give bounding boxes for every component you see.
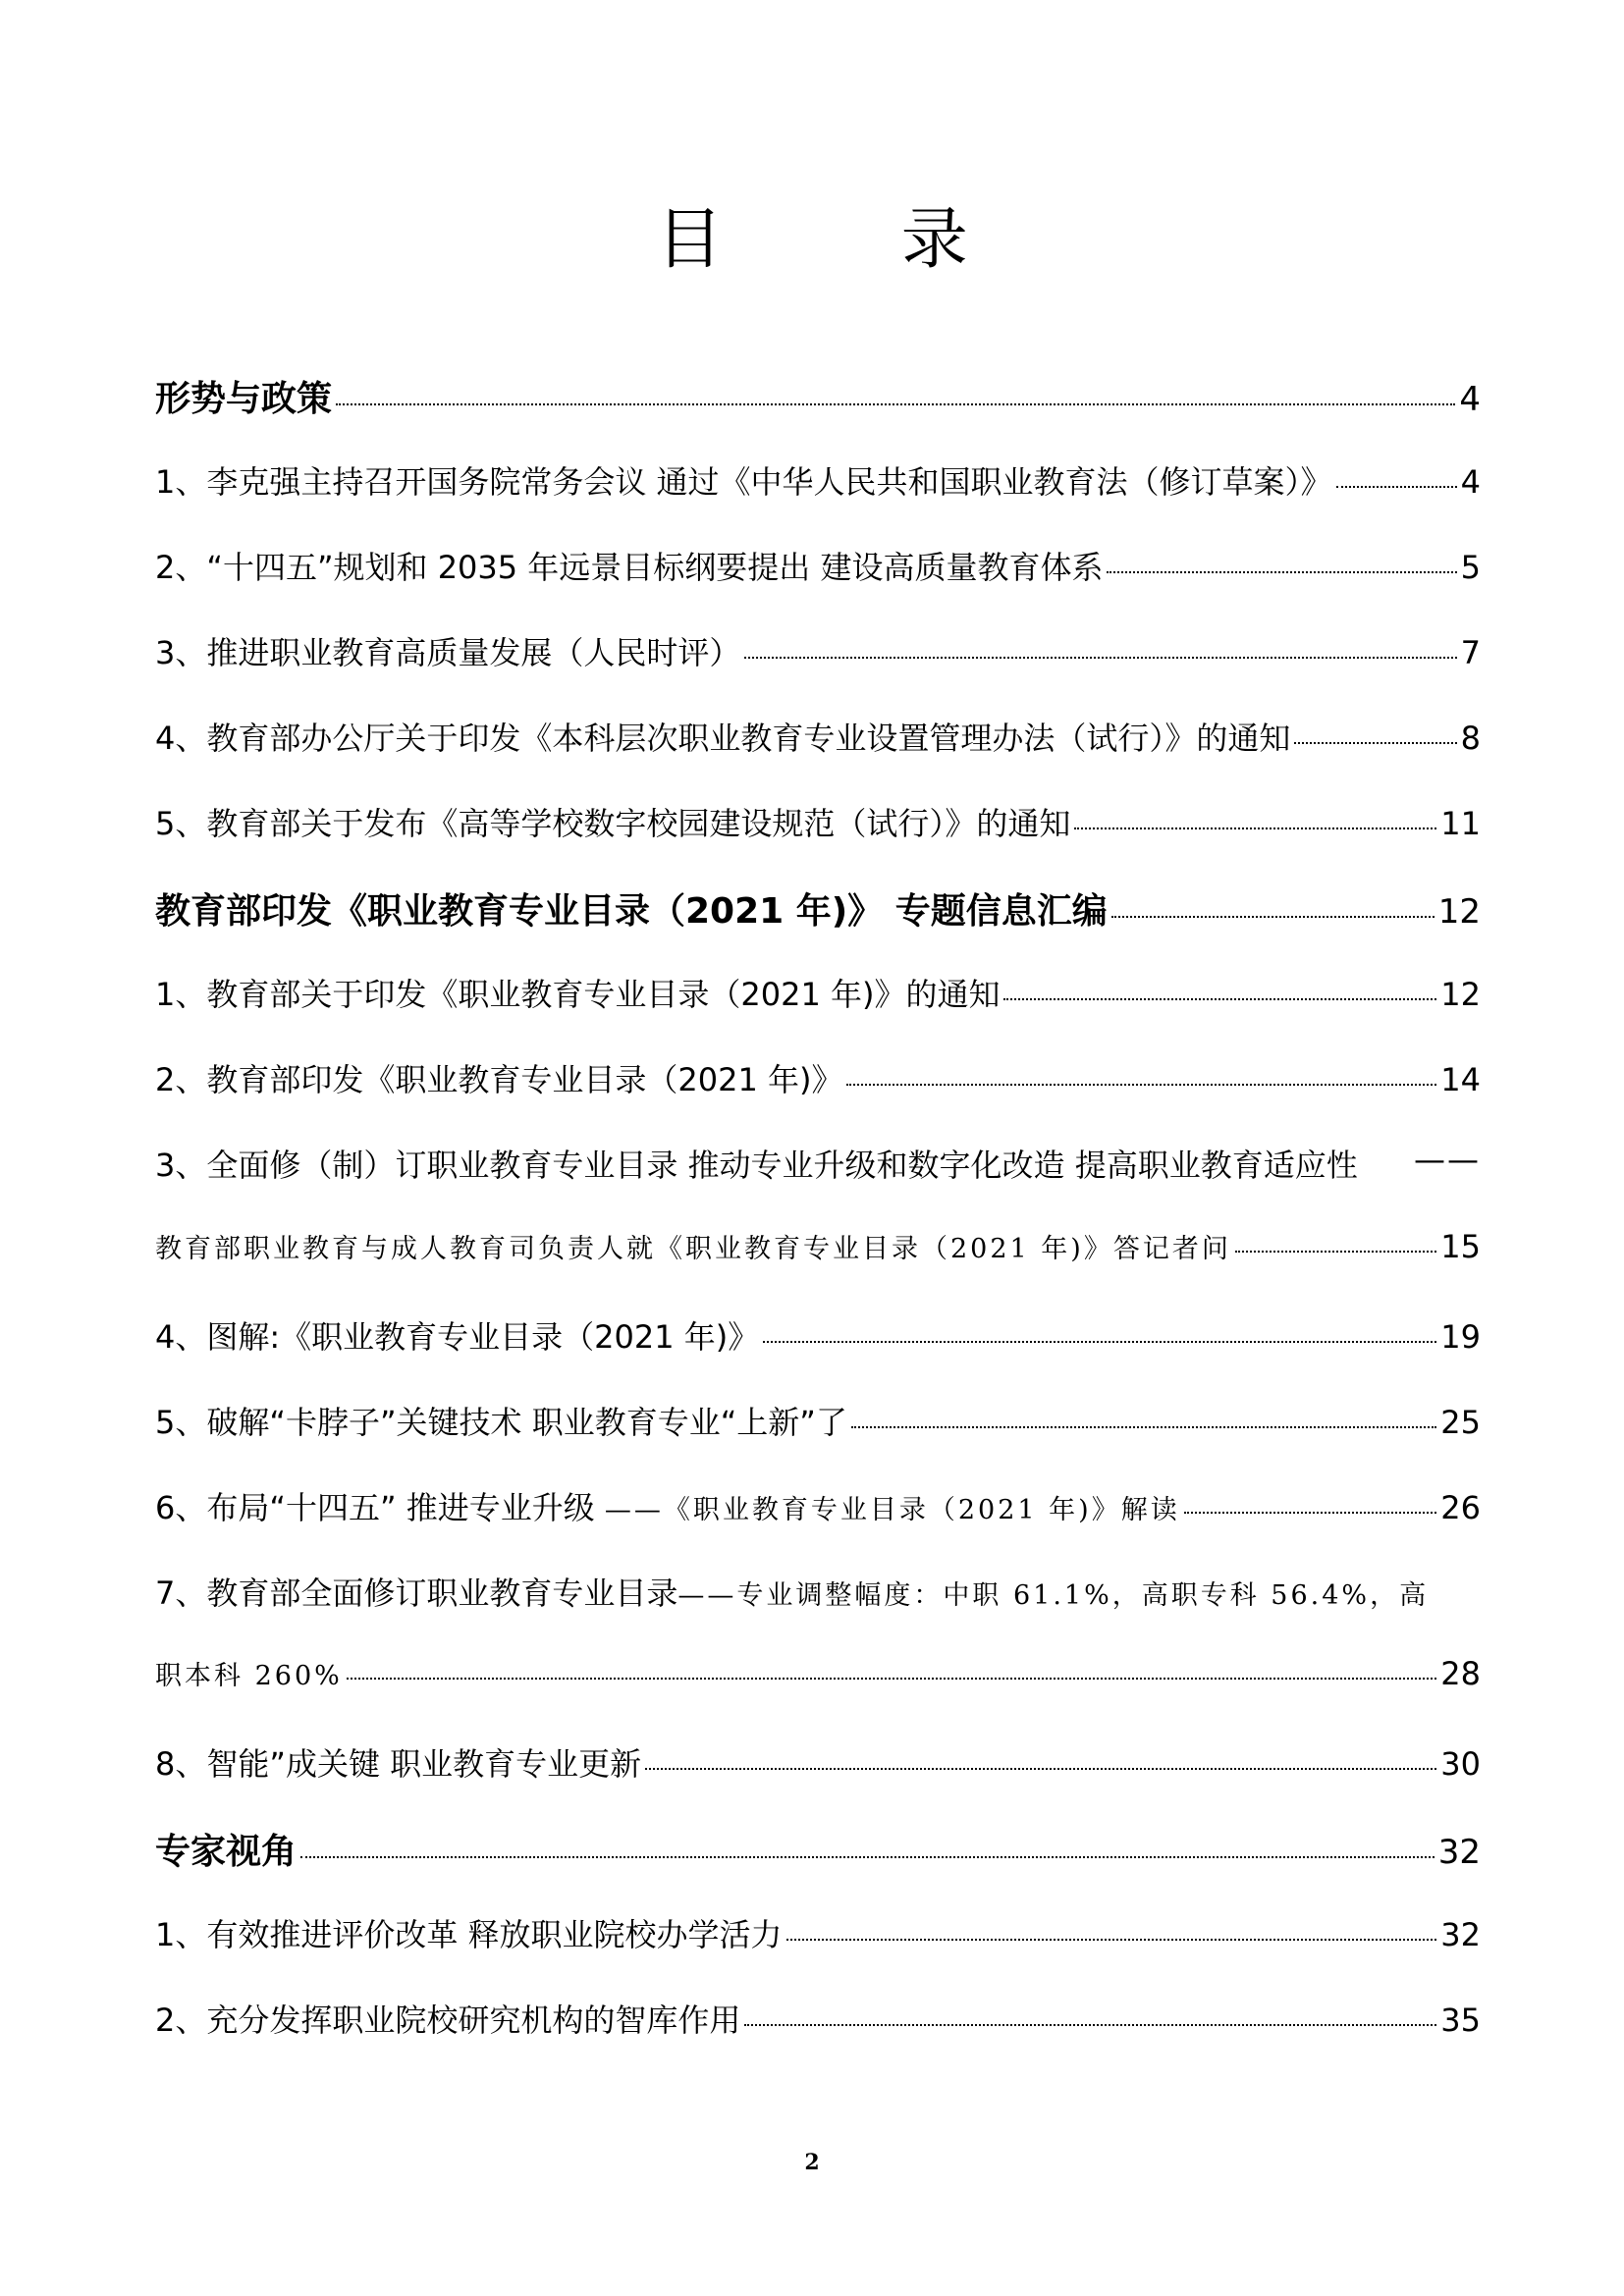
dot-leader	[1294, 742, 1456, 744]
toc-entry-label: 5、破解“卡脖子”关键技术 职业教育专业“上新”了	[155, 1404, 847, 1441]
toc-entry[interactable]	[155, 970, 1481, 1015]
toc-page-number: 35	[1440, 2002, 1481, 2039]
toc-entry[interactable]	[155, 1569, 1481, 1614]
dot-leader	[763, 1341, 1436, 1343]
toc-entry[interactable]	[155, 457, 1481, 503]
toc-entry-label: 职本科 260%	[155, 1661, 343, 1691]
dot-leader	[347, 1678, 1437, 1680]
toc-entry-continuation[interactable]	[155, 1227, 1481, 1265]
dot-leader	[1184, 1512, 1437, 1514]
toc-section-title: 专家视角	[155, 1832, 298, 1872]
dot-leader	[744, 2024, 1436, 2026]
toc-entry[interactable]	[155, 1312, 1481, 1358]
toc-entry-label: 8、智能”成关键 职业教育专业更新	[155, 1745, 642, 1783]
toc-entry-label: 7、教育部全面修订职业教育专业目录	[155, 1575, 678, 1612]
dot-leader	[846, 1084, 1436, 1086]
toc-entry[interactable]	[155, 1739, 1481, 1785]
page-title: 目 录	[656, 201, 1047, 279]
toc-entry[interactable]	[155, 1910, 1481, 1955]
toc-entry[interactable]	[155, 799, 1481, 844]
toc-page-number: 32	[1440, 1916, 1481, 1953]
toc-page-number: 12	[1440, 976, 1481, 1013]
dot-leader	[336, 403, 1455, 405]
toc-entry[interactable]	[155, 1141, 1481, 1186]
toc-entry-label: 2、充分发挥职业院校研究机构的智库作用	[155, 2002, 741, 2039]
toc-page-number: 11	[1440, 805, 1481, 842]
toc-entry[interactable]	[155, 1055, 1481, 1100]
toc-section-title: 形势与政策	[155, 379, 333, 419]
footer-page-number: 2	[804, 2150, 820, 2175]
toc-page-number: 15	[1440, 1228, 1481, 1265]
toc-entry-subtitle: ——专业调整幅度：中职 61.1%，高职专科 56.4%，高	[677, 1580, 1430, 1611]
toc-page-number: 25	[1440, 1404, 1481, 1441]
dot-leader	[851, 1426, 1436, 1428]
toc-entry-label: 1、教育部关于印发《职业教育专业目录（2021 年)》的通知	[155, 976, 1001, 1013]
toc-page-number: 4	[1460, 463, 1481, 501]
toc-entry[interactable]	[155, 628, 1481, 673]
toc-entry[interactable]	[155, 1483, 1481, 1528]
toc-page-number: 30	[1440, 1745, 1481, 1783]
dot-leader	[1111, 916, 1435, 918]
toc-entry-label: 6、布局“十四五” 推进专业升级	[155, 1489, 605, 1526]
toc-entry-label: 2、教育部印发《职业教育专业目录（2021 年)》	[155, 1061, 843, 1098]
toc-entry[interactable]	[155, 1398, 1481, 1443]
toc-entry-label: 3、全面修（制）订职业教育专业目录 推动专业升级和数字化改造 提高职业教育适应性	[155, 1147, 1358, 1184]
toc-section-heading[interactable]	[155, 1824, 1481, 1874]
toc-page-number: 5	[1460, 549, 1481, 586]
toc-entry[interactable]	[155, 543, 1481, 588]
dot-leader	[1074, 828, 1436, 829]
dot-leader	[744, 657, 1456, 659]
toc-section-title: 教育部印发《职业教育专业目录（2021 年)》 专题信息汇编	[155, 891, 1108, 932]
dot-leader	[1336, 486, 1457, 488]
dot-leader	[300, 1856, 1435, 1858]
toc-entry-continuation[interactable]	[155, 1654, 1481, 1692]
toc-entry[interactable]	[155, 714, 1481, 759]
toc-section-heading[interactable]	[155, 371, 1481, 421]
toc-entry-label: 1、李克强主持召开国务院常务会议 通过《中华人民共和国职业教育法（修订草案）》	[155, 463, 1332, 501]
dot-leader	[1235, 1251, 1436, 1253]
dot-leader	[1107, 571, 1456, 573]
toc-entry-label: 教育部职业教育与成人教育司负责人就《职业教育专业目录（2021 年)》答记者问	[155, 1234, 1231, 1264]
toc-entry-label: 1、有效推进评价改革 释放职业院校办学活力	[155, 1916, 783, 1953]
toc-entry-dash: ——	[1414, 1141, 1481, 1178]
toc-page-number: 32	[1437, 1833, 1481, 1872]
toc-entry-label: 5、教育部关于发布《高等学校数字校园建设规范（试行）》的通知	[155, 805, 1071, 842]
toc-page-number: 8	[1460, 720, 1481, 757]
toc-entry-label-group	[155, 1483, 1180, 1528]
toc-page-number: 7	[1460, 634, 1481, 671]
toc-page-number: 28	[1440, 1655, 1481, 1692]
toc-entry-subtitle: ——《职业教育专业目录（2021 年)》解读	[604, 1495, 1180, 1525]
toc-entry[interactable]	[155, 1996, 1481, 2041]
toc-page-number: 26	[1440, 1489, 1481, 1526]
toc-page-number: 19	[1440, 1318, 1481, 1356]
toc-page-number: 14	[1440, 1061, 1481, 1098]
toc-entry-label: 4、图解:《职业教育专业目录（2021 年)》	[155, 1318, 760, 1356]
toc-page-number: 12	[1437, 892, 1481, 932]
dot-leader	[1003, 998, 1436, 1000]
dot-leader	[786, 1939, 1437, 1941]
toc-page-number: 4	[1459, 380, 1481, 419]
dot-leader	[645, 1768, 1436, 1770]
toc-entry-label: 2、“十四五”规划和 2035 年远景目标纲要提出 建设高质量教育体系	[155, 549, 1104, 586]
toc-section-heading[interactable]	[155, 883, 1481, 934]
toc-entry-label: 3、推进职业教育高质量发展（人民时评）	[155, 634, 741, 671]
toc-entry-label: 4、教育部办公厅关于印发《本科层次职业教育专业设置管理办法（试行）》的通知	[155, 720, 1291, 757]
